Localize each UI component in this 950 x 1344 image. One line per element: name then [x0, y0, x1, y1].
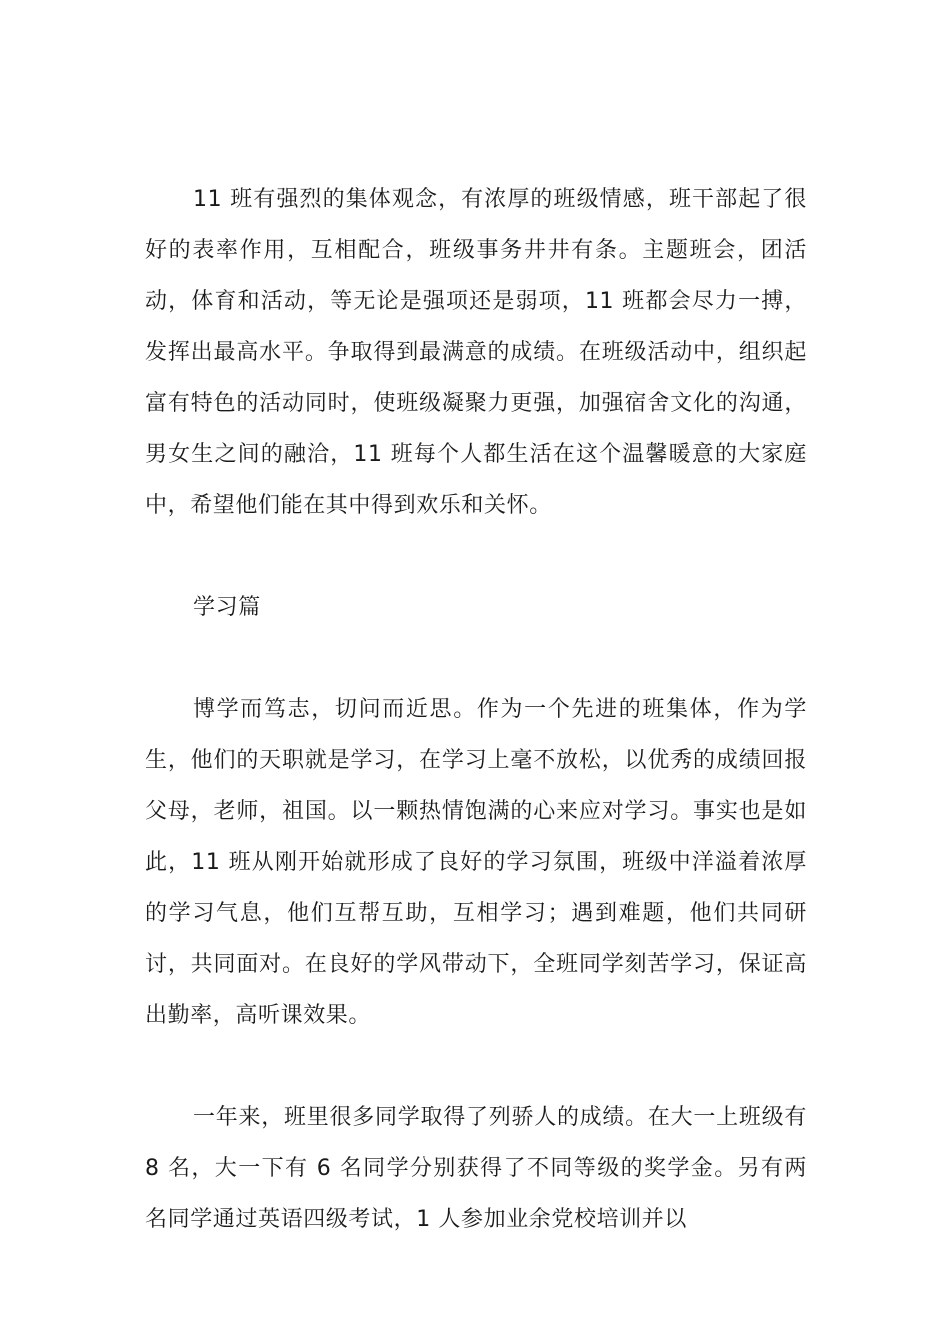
paragraph-spacer — [145, 531, 807, 582]
paragraph-achievements: 一年来，班里很多同学取得了列骄人的成绩。在大一上班级有 8 名，大一下有 6 名同学分别获得了不同等级的奖学金。另有两名同学通过英语四级考试，1 人参加业余党校培训并以 — [145, 1105, 807, 1232]
paragraph-spacer — [145, 1041, 807, 1092]
paragraph-class-collective: 11 班有强烈的集体观念，有浓厚的班级情感，班干部起了很好的表率作用，互相配合，班级事务井井有条。主题班会，团活动，体育和活动，等无论是强项还是弱项，11 班都会尽力一搏，发挥出最高水平。争取得到最满意的成绩。在班级活动中，组织起富有特色的活动同时，使班级凝聚力更强，加强宿舍文化的沟通，男女生之间的融洽，11 班每个人都生活在这个温馨暖意的大家庭中，希望他们能在其中得到欢乐和关怀。 — [145, 187, 807, 518]
paragraph-study-atmosphere: 博学而笃志，切问而近思。作为一个先进的班集体，作为学生，他们的天职就是学习，在学习上毫不放松，以优秀的成绩回报父母，老师，祖国。以一颗热情饱满的心来应对学习。事实也是如此，11 班从刚开始就形成了良好的学习氛围，班级中洋溢着浓厚的学习气息，他们互帮互助，互相学习；遇到难题，他们共同研讨，共同面对。在良好的学风带动下，全班同学刻苦学习，保证高出勤率，高听课效果。 — [145, 697, 807, 1028]
paragraph-spacer — [145, 633, 807, 684]
document-body — [145, 174, 807, 1245]
section-heading-study: 学习篇 — [193, 595, 261, 620]
